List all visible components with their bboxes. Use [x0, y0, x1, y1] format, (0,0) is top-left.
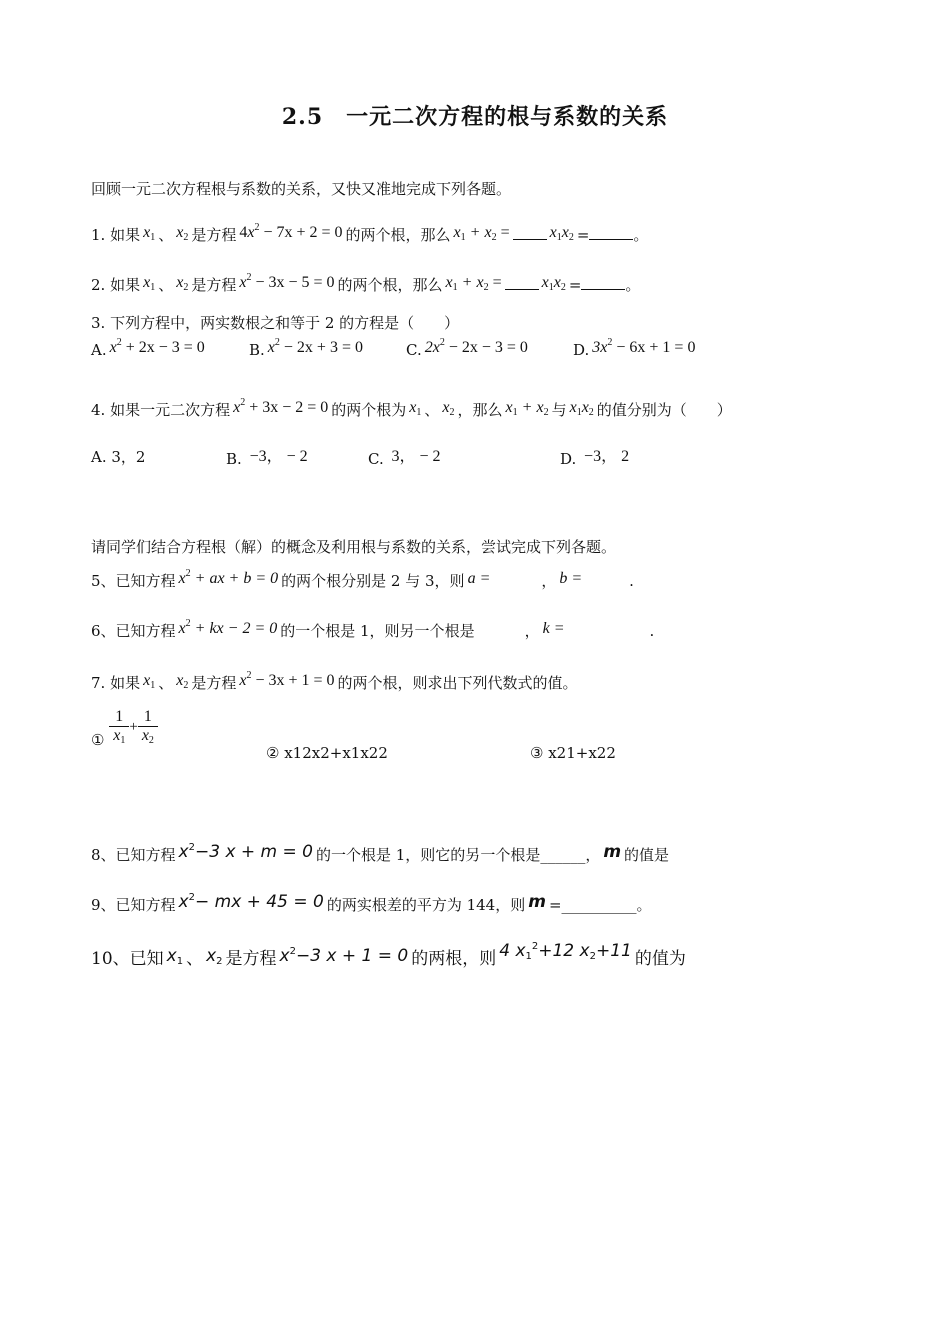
question-4: 4. 如果一元二次方程 $x^2 + 3x - 2 = 0$ 的两个根为 $x_1$ 、 $x_2$ ，那么 $x_1 + x_2$ 与 $x_1x_2$ 的值分别为（ ） [91, 397, 732, 419]
option-3b: B. $x^2 - 2x + 3 = 0$ [249, 337, 363, 359]
answer-blank[interactable] [505, 275, 539, 290]
question-1: 1. 如果 $x_1$ 、 $x_2$ 是方程 $4x^2 - 7x + 2 = 0$ 的两个根，那么 $x_1 + x_2 = x_1x_2$ = 。 [91, 222, 649, 244]
question-9: 9、已知方程 $x^2-$ mx + 45 = 0 的两实根差的平方为 144，则 m =__________。 [91, 892, 652, 914]
answer-blank[interactable] [513, 225, 547, 240]
expression-2: ② x12x2+x1x22 [266, 744, 388, 762]
question-3: 3. 下列方程中，两实数根之和等于 2 的方程是（ ） [91, 314, 460, 332]
option-3d: D. $3x^2 - 6x + 1 = 0$ [573, 337, 696, 359]
option-4d: D. −3， 2 [560, 448, 630, 468]
question-6: 6、已知方程 $x^2$ + kx − 2 = 0 的一个根是 1，则另一个根是 ， k = . [91, 618, 655, 640]
question-7: 7. 如果 $x_1$ 、 $x_2$ 是方程 $x^2 - 3x + 1 = 0$ 的两个根，则求出下列代数式的值。 [91, 670, 578, 692]
option-4b: B. −3， − 2 [226, 448, 308, 468]
question-8: 8、已知方程 $x^2-3$ x + m = 0 的一个根是 1，则它的另一个根是______， m 的值是 [91, 842, 670, 864]
option-3c: C. $2x^2 - 2x - 3 = 0$ [406, 337, 528, 359]
question-10: 10、已知 $x_1$ 、 $x_2$ 是方程 $x^2-3$ x + 1 = 0 的两根，则 4 $x_1^2+12$ $x_2+11$ 的值为 [91, 941, 686, 969]
option-4a: A. 3，2 [91, 448, 146, 466]
question-2: 2. 如果 $x_1$ 、 $x_2$ 是方程 $x^2 - 3x - 5 = 0$ 的两个根，那么 $x_1 + x_2 = x_1x_2$ = 。 [91, 272, 641, 294]
intro-1: 回顾一元二次方程根与系数的关系，又快又准地完成下列各题。 [91, 180, 512, 198]
option-4c: C. 3， − 2 [368, 448, 441, 468]
answer-blank[interactable] [581, 275, 625, 290]
option-3a: A. $x^2 + 2x - 3 = 0$ [91, 337, 205, 359]
answer-blank[interactable] [589, 225, 633, 240]
expression-1: ① $\frac{1}{x_1}$ + $\frac{1}{x_2}$ [91, 708, 158, 746]
question-5: 5、已知方程 $x^2$ + ax + b = 0 的两个根分别是 2 与 3，则 a = ， b = . [91, 568, 634, 590]
intro-2: 请同学们结合方程根（解）的概念及利用根与系数的关系，尝试完成下列各题。 [91, 538, 617, 556]
page-title: 2.5 一元二次方程的根与系数的关系 [281, 104, 669, 130]
expression-3: ③ x21+x22 [530, 744, 616, 762]
